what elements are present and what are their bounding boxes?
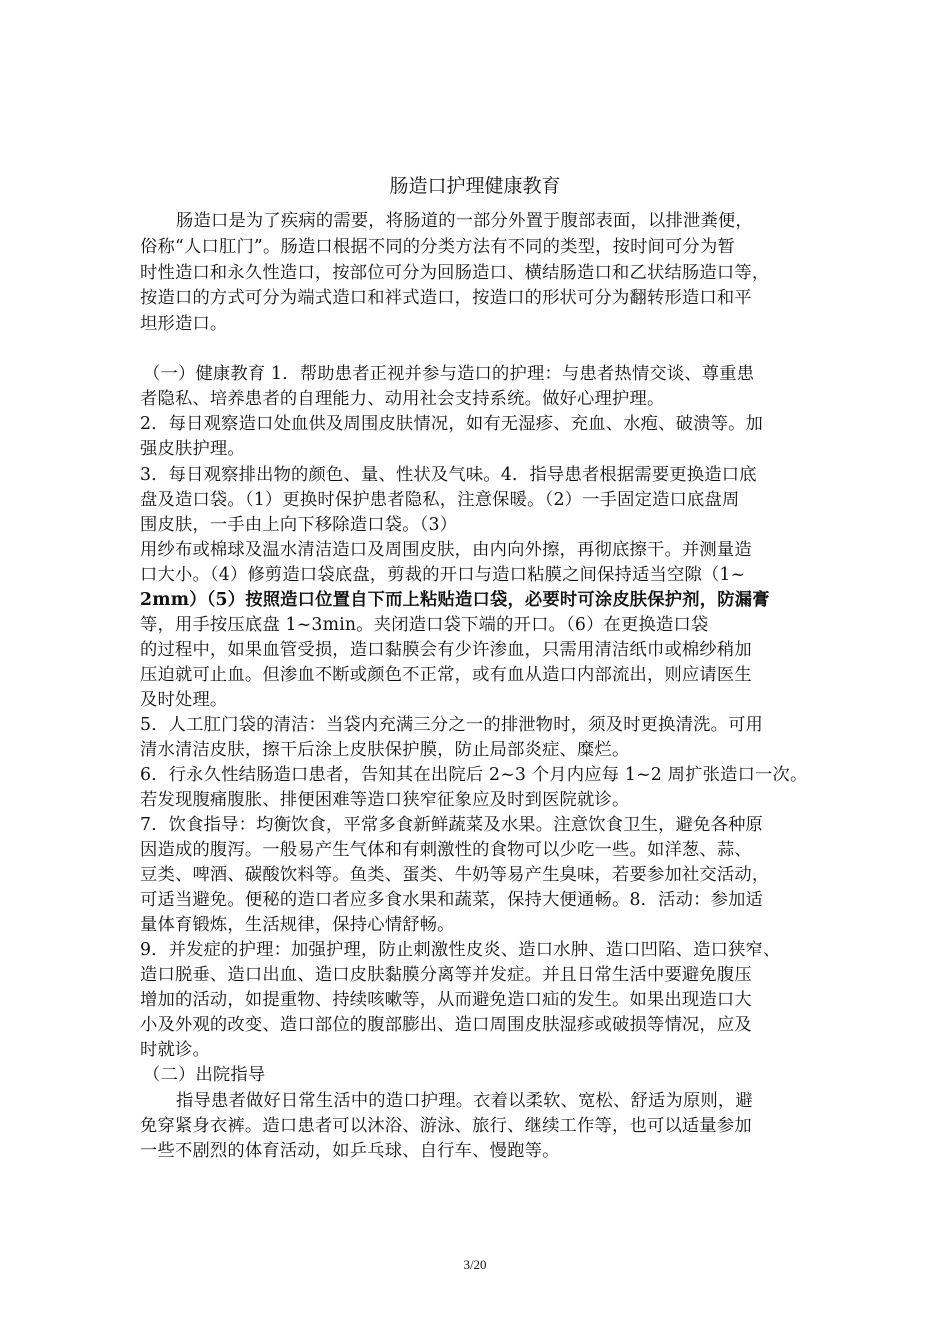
section-2-line-2: 免穿紧身衣裤。造口患者可以沐浴、游泳、旅行、继续工作等，也可以适量参加 [140,1116,752,1136]
item-3-line-1: 3．每日观察排出物的颜色、量、性状及气味。4．指导患者根据需要更换造口底 [140,465,757,485]
section-2-line-1: 指导患者做好日常生活中的造口护理。衣着以柔软、宽松、舒适为原则，避 [176,1091,753,1111]
item-7-line-2: 因造成的腹泻。一般易产生气体和有刺激性的食物可以少吃一些。如洋葱、蒜、 [140,840,752,860]
intro-line-4: 按造口的方式可分为端式造口和袢式造口，按造口的形状可分为翻转形造口和平 [140,288,752,308]
item-4-line-5: 2mm）（5）按照造口位置自下而上粘贴造口袋，必要时可涂皮肤保护剂，防漏膏 [140,590,770,610]
intro-line-1: 肠造口是为了疾病的需要，将肠道的一部分外置于腹部表面，以排泄粪便， [176,211,753,231]
item-4-line-6: 等，用手按压底盘 1~3min。夹闭造口袋下端的开口。（6）在更换造口袋 [140,615,709,635]
item-2-line-2: 强皮肤护理。 [140,439,245,459]
item-7-line-4: 可适当避免。便秘的造口者应多食水果和蔬菜，保持大便通畅。8．活动：参加适 [140,890,764,910]
document-title: 肠造口护理健康教育 [389,175,561,197]
item-6-line-1: 6．行永久性结肠造口患者，告知其在出院后 2~3 个月内应每 1~2 周扩张造口一次。 [140,765,808,785]
section-1-line-2: 者隐私、培养患者的自理能力、动用社会支持系统。做好心理护理。 [140,389,665,409]
item-9-line-5: 时就诊。 [140,1040,210,1060]
item-9-line-2: 造口脱垂、造口出血、造口皮肤黏膜分离等并发症。并且日常生活中要避免腹压 [140,965,752,985]
item-7-line-3: 豆类、啤酒、碳酸饮料等。鱼类、蛋类、牛奶等易产生臭味，若要参加社交活动， [140,865,770,885]
item-4-line-7: 的过程中，如果血管受损，造口黏膜会有少许渗血，只需用清洁纸巾或棉纱稍加 [140,640,752,660]
intro-line-3: 时性造口和永久性造口，按部位可分为回肠造口、横结肠造口和乙状结肠造口等， [140,263,770,283]
item-5-line-1: 5．人工肛门袋的清洁：当袋内充满三分之一的排泄物时，须及时更换清洗。可用 [140,715,764,735]
item-9-line-1: 9．并发症的护理：加强护理，防止刺激性皮炎、造口水肿、造口凹陷、造口狭窄、 [140,940,781,960]
section-2-line-3: 一些不剧烈的体育活动，如乒乓球、自行车、慢跑等。 [140,1141,560,1161]
item-9-line-4: 小及外观的改变、造口部位的腹部膨出、造口周围皮肤湿疹或破损等情况，应及 [140,1015,752,1035]
item-6-line-2: 若发现腹痛腹胀、排便困难等造口狭窄征象应及时到医院就诊。 [140,790,630,810]
item-4-line-2: 围皮肤，一手由上向下移除造口袋。（3） [140,515,458,535]
item-7-line-1: 7．饮食指导：均衡饮食，平常多食新鲜蔬菜及水果。注意饮食卫生，避免各种原 [140,815,764,835]
page-number: 3/20 [463,1257,487,1272]
item-5-line-2: 清水清洁皮肤，擦干后涂上皮肤保护膜，防止局部炎症、糜烂。 [140,740,630,760]
item-4-line-8: 压迫就可止血。但渗血不断或颜色不正常，或有血从造口内部流出，则应请医生 [140,665,752,685]
section-2-heading: （二）出院指导 [143,1065,266,1085]
item-4-line-3: 用纱布或棉球及温水清洁造口及周围皮肤，由内向外擦，再彻底擦干。并测量造 [140,540,752,560]
item-4-line-4: 口大小。（4）修剪造口袋底盘，剪裁的开口与造口粘膜之间保持适当空隙（1~ [140,565,746,585]
item-8-line-1: 量体育锻炼，生活规律，保持心情舒畅。 [140,915,455,935]
item-2-line-1: 2．每日观察造口处血供及周围皮肤情况，如有无湿疹、充血、水疱、破溃等。加 [140,414,764,434]
intro-line-2: 俗称“人口肛门”。肠造口根据不同的分类方法有不同的类型，按时间可分为暂 [140,237,735,257]
item-4-line-1: 盘及造口袋。（1）更换时保护患者隐私，注意保暖。（2）一手固定造口底盘周 [140,490,740,510]
section-1-line-1: （一）健康教育 1．帮助患者正视并参与造口的护理：与患者热情交谈、尊重患 [143,364,755,384]
item-9-line-3: 增加的活动，如提重物、持续咳嗽等，从而避免造口疝的发生。如果出现造口大 [140,990,752,1010]
item-4-line-9: 及时处理。 [140,690,228,710]
intro-line-5: 坦形造口。 [140,314,228,334]
